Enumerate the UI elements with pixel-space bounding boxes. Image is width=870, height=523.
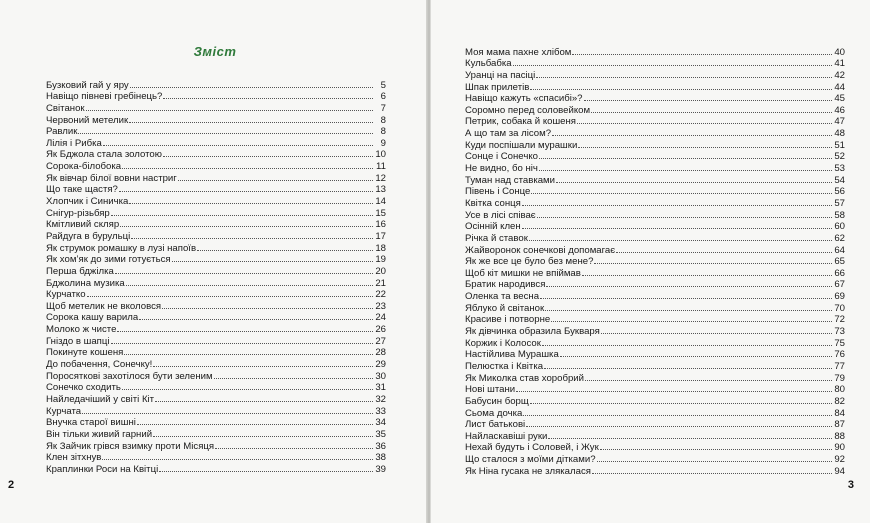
toc-entry-page: 35 — [375, 428, 386, 440]
toc-entry — [46, 289, 386, 301]
toc-entry — [46, 160, 386, 172]
dot-leader — [578, 147, 832, 148]
toc-entry — [465, 244, 845, 256]
dot-leader — [111, 215, 373, 216]
dot-leader — [197, 250, 373, 251]
toc-entry — [46, 405, 386, 417]
toc-entry-page: 27 — [375, 335, 386, 347]
toc-list-left — [46, 79, 386, 475]
toc-entry — [46, 102, 386, 114]
toc-entry — [465, 221, 845, 233]
toc-entry — [465, 395, 845, 407]
dot-leader — [129, 122, 373, 123]
toc-entry-page: 31 — [375, 382, 386, 394]
toc-title: Зміст — [193, 44, 237, 59]
toc-entry — [46, 417, 386, 429]
toc-entry — [46, 172, 386, 184]
toc-entry — [465, 337, 845, 349]
toc-entry-page: 20 — [375, 265, 386, 277]
toc-entry-title: Курчата — [46, 405, 82, 417]
toc-entry-page: 84 — [834, 407, 845, 419]
toc-entry-title: Червоний метелик — [46, 114, 129, 126]
toc-entry — [465, 349, 845, 361]
dot-leader — [513, 65, 832, 66]
dot-leader — [616, 252, 832, 253]
toc-entry — [46, 79, 386, 91]
toc-entry-title: Кмітливий скляр — [46, 219, 120, 231]
toc-entry-page: 34 — [375, 417, 386, 429]
dot-leader — [82, 413, 373, 414]
toc-entry-title: Кульбабка — [465, 58, 512, 70]
toc-entry-title: Осінній клен — [465, 221, 521, 233]
dot-leader — [137, 424, 373, 425]
toc-entry — [465, 46, 845, 58]
toc-entry-page: 17 — [375, 230, 386, 242]
toc-entry-title: Лілія і Рибка — [46, 137, 102, 149]
toc-entry-title: Нові штани — [465, 384, 516, 396]
toc-entry-page: 14 — [375, 196, 386, 208]
dot-leader — [584, 100, 832, 101]
toc-entry — [46, 230, 386, 242]
dot-leader — [120, 226, 373, 227]
toc-entry — [465, 279, 845, 291]
toc-entry-page: 92 — [834, 454, 845, 466]
toc-entry-title: Курчатко — [46, 289, 86, 301]
page-number-right: 3 — [847, 479, 854, 491]
toc-entry-page: 12 — [375, 172, 386, 184]
toc-entry — [46, 347, 386, 359]
toc-entry-title: Сонце і Сонечко — [465, 151, 538, 163]
dot-leader — [536, 77, 832, 78]
toc-entry — [465, 186, 845, 198]
dot-leader — [531, 193, 832, 194]
toc-entry — [465, 384, 845, 396]
toc-entry-page: 13 — [375, 184, 386, 196]
toc-entry-title: Молоко ж чисте — [46, 324, 117, 336]
toc-entry-title: Як струмок ромашку в лузі напоїв — [46, 242, 197, 254]
toc-entry — [465, 419, 845, 431]
toc-entry-page: 53 — [834, 163, 845, 175]
toc-entry-page: 11 — [376, 161, 386, 173]
toc-entry-title: Півень і Сонце — [465, 186, 531, 198]
toc-entry-title: Не видно, бо ніч — [465, 163, 538, 175]
left-page — [0, 0, 428, 523]
toc-entry — [465, 314, 845, 326]
dot-leader — [103, 145, 373, 146]
toc-entry-page: 33 — [375, 405, 386, 417]
toc-entry-title: Він тільки живий гарний — [46, 428, 153, 440]
dot-leader — [522, 205, 832, 206]
toc-entry-title: Гніздо в шапці — [46, 335, 110, 347]
toc-entry-title: Що сталося з моїми дітками? — [465, 454, 596, 466]
toc-entry-page: 60 — [834, 221, 845, 233]
toc-entry-page: 76 — [834, 349, 845, 361]
dot-leader — [585, 380, 832, 381]
toc-entry-page: 22 — [375, 289, 386, 301]
toc-entry-page: 72 — [834, 314, 845, 326]
toc-entry-title: Соромно перед соловейком — [465, 104, 591, 116]
dot-leader — [122, 389, 373, 390]
toc-entry-page: 66 — [834, 267, 845, 279]
toc-entry-title: Сонечко сходить — [46, 382, 121, 394]
dot-leader — [529, 240, 832, 241]
toc-entry — [465, 81, 845, 93]
dot-leader — [153, 436, 373, 437]
toc-entry-page: 29 — [375, 359, 386, 371]
toc-entry — [46, 207, 386, 219]
dot-leader — [523, 415, 832, 416]
right-page — [430, 0, 870, 523]
dot-leader — [597, 461, 832, 462]
toc-entry — [46, 242, 386, 254]
dot-leader — [111, 343, 374, 344]
toc-entry — [46, 463, 386, 475]
toc-entry — [46, 126, 386, 138]
toc-entry-page: 24 — [375, 312, 386, 324]
toc-entry-page: 18 — [375, 242, 386, 254]
toc-entry-page: 57 — [834, 197, 845, 209]
dot-leader — [130, 87, 373, 88]
toc-entry — [465, 407, 845, 419]
dot-leader — [530, 403, 832, 404]
toc-entry — [46, 300, 386, 312]
toc-entry-title: Навіщо півневі гребінець? — [46, 91, 163, 103]
toc-entry — [465, 69, 845, 81]
toc-entry-title: Поросяткові захотілося бути зеленим — [46, 370, 213, 382]
dot-leader — [526, 426, 832, 427]
toc-entry — [46, 312, 386, 324]
toc-entry-page: 30 — [375, 370, 386, 382]
toc-entry-page: 75 — [834, 337, 845, 349]
toc-entry — [46, 358, 386, 370]
toc-entry — [465, 139, 845, 151]
toc-entry — [46, 195, 386, 207]
dot-leader — [178, 180, 373, 181]
toc-entry-title: Як вівчар білої вовни настриг — [46, 172, 177, 184]
toc-entry — [465, 104, 845, 116]
dot-leader — [551, 321, 832, 322]
toc-entry — [465, 430, 845, 442]
toc-entry-title: Снігур-різьбяр — [46, 207, 110, 219]
page-number-left: 2 — [8, 479, 15, 491]
toc-entry-page: 67 — [834, 279, 845, 291]
toc-entry-page: 8 — [380, 114, 386, 126]
toc-entry-page: 23 — [375, 300, 386, 312]
toc-entry-title: Як же все це було без мене? — [465, 256, 594, 268]
toc-entry-title: Красиве і потворне — [465, 314, 551, 326]
dot-leader — [545, 310, 832, 311]
toc-entry — [46, 254, 386, 266]
toc-entry-page: 41 — [834, 58, 845, 70]
toc-entry — [465, 174, 845, 186]
toc-entry-title: Уранці на пасіці — [465, 69, 536, 81]
toc-entry-title: Як Миколка став хоробрий — [465, 372, 585, 384]
toc-entry-page: 39 — [375, 463, 386, 475]
toc-entry-title: Квітка сонця — [465, 197, 521, 209]
toc-entry-title: Річка й ставок — [465, 232, 528, 244]
dot-leader — [163, 98, 373, 99]
dot-leader — [131, 238, 373, 239]
toc-list-right — [465, 46, 845, 477]
toc-entry — [46, 184, 386, 196]
toc-entry — [465, 151, 845, 163]
toc-entry-page: 26 — [375, 324, 386, 336]
dot-leader — [546, 286, 832, 287]
toc-entry — [46, 382, 386, 394]
toc-entry-title: Перша бджілка — [46, 265, 114, 277]
dot-leader — [560, 356, 832, 357]
toc-entry-title: Петрик, собака й кошеня — [465, 116, 576, 128]
toc-entry — [465, 162, 845, 174]
toc-entry-page: 58 — [834, 209, 845, 221]
toc-entry — [465, 325, 845, 337]
toc-entry-title: Сорока кашу варила — [46, 312, 139, 324]
toc-entry — [465, 256, 845, 268]
toc-entry-title: Равлик — [46, 126, 78, 138]
toc-entry-page: 40 — [834, 46, 845, 58]
toc-entry-title: Найласкавіші руки — [465, 430, 548, 442]
toc-entry-title: Як дівчинка образила Букваря — [465, 326, 600, 338]
toc-entry-page: 62 — [834, 232, 845, 244]
toc-entry-title: Як хом’як до зими готується — [46, 254, 171, 266]
toc-entry-title: Коржик і Колосок — [465, 337, 541, 349]
toc-entry-page: 51 — [834, 139, 845, 151]
toc-entry-title: Клен зітхнув — [46, 452, 102, 464]
toc-entry-title: Щоб кіт мишки не впіймав — [465, 267, 581, 279]
toc-entry-page: 7 — [380, 102, 386, 114]
toc-entry-title: Нехай будуть і Соловей, і Жук — [465, 442, 599, 454]
toc-entry-page: 56 — [834, 186, 845, 198]
toc-entry — [46, 440, 386, 452]
toc-entry-page: 94 — [834, 465, 845, 477]
toc-entry — [465, 232, 845, 244]
toc-entry-title: Навіщо кажуть «спасибі»? — [465, 93, 583, 105]
toc-entry-title: Райдуга в бурульці — [46, 230, 131, 242]
toc-entry-title: Пелюстка і Квітка — [465, 360, 544, 372]
dot-leader — [552, 135, 832, 136]
dot-leader — [591, 112, 832, 113]
dot-leader — [556, 182, 832, 183]
toc-entry-page: 80 — [834, 384, 845, 396]
toc-entry-page: 65 — [834, 256, 845, 268]
dot-leader — [582, 275, 832, 276]
dot-leader — [548, 438, 832, 439]
toc-entry-page: 36 — [375, 440, 386, 452]
toc-entry — [465, 290, 845, 302]
dot-leader — [600, 449, 832, 450]
toc-entry-page: 69 — [834, 291, 845, 303]
toc-entry-title: А що там за лісом? — [465, 128, 552, 140]
dot-leader — [119, 191, 373, 192]
dot-leader — [78, 133, 373, 134]
toc-entry — [465, 116, 845, 128]
dot-leader — [522, 228, 832, 229]
dot-leader — [102, 459, 373, 460]
toc-entry — [465, 197, 845, 209]
toc-entry-page: 82 — [834, 395, 845, 407]
toc-entry-page: 47 — [834, 116, 845, 128]
toc-entry-page: 32 — [375, 393, 386, 405]
toc-entry-page: 21 — [375, 277, 386, 289]
dot-leader — [544, 368, 832, 369]
toc-entry — [465, 209, 845, 221]
toc-entry-page: 77 — [834, 360, 845, 372]
toc-entry — [46, 452, 386, 464]
toc-entry — [46, 137, 386, 149]
toc-entry-title: Як Бджола стала золотою — [46, 149, 162, 161]
dot-leader — [163, 156, 373, 157]
toc-entry-title: Куди поспішали мурашки — [465, 139, 578, 151]
dot-leader — [87, 296, 373, 297]
toc-entry-page: 70 — [834, 302, 845, 314]
toc-entry-title: Щоб метелик не вколовся — [46, 300, 162, 312]
toc-entry-title: Хлопчик і Синичка — [46, 196, 129, 208]
toc-entry-page: 64 — [834, 244, 845, 256]
toc-entry-page: 19 — [375, 254, 386, 266]
dot-leader — [153, 366, 373, 367]
toc-entry — [465, 465, 845, 477]
toc-entry-page: 73 — [834, 326, 845, 338]
toc-entry-page: 16 — [375, 219, 386, 231]
dot-leader — [129, 203, 373, 204]
toc-entry-title: Бабусин борщ — [465, 395, 529, 407]
dot-leader — [115, 273, 373, 274]
toc-entry-title: Бджолина музика — [46, 277, 125, 289]
toc-entry-page: 5 — [380, 79, 386, 91]
toc-entry-page: 79 — [834, 372, 845, 384]
toc-entry — [46, 393, 386, 405]
toc-entry-title: Краплинки Роси на Квітці — [46, 463, 159, 475]
toc-entry-page: 38 — [375, 452, 386, 464]
dot-leader — [139, 319, 373, 320]
dot-leader — [117, 331, 373, 332]
toc-entry — [465, 267, 845, 279]
toc-entry-title: Найледачіший у світі Кіт — [46, 393, 155, 405]
toc-entry-title: Туман над ставками — [465, 174, 556, 186]
toc-entry-title: Як Зайчик грівся взимку проти Місяця — [46, 440, 215, 452]
dot-leader — [126, 285, 373, 286]
toc-entry-title: Шпак прилетів — [465, 81, 530, 93]
toc-entry — [46, 277, 386, 289]
toc-entry-title: Покинуте кошеня — [46, 347, 124, 359]
dot-leader — [577, 123, 832, 124]
dot-leader — [159, 471, 373, 472]
toc-entry — [465, 442, 845, 454]
toc-entry — [465, 93, 845, 105]
toc-entry-title: Сорока-білобока — [46, 161, 122, 173]
dot-leader — [572, 54, 832, 55]
toc-entry-title: Що таке щастя? — [46, 184, 118, 196]
toc-entry — [465, 302, 845, 314]
toc-entry — [46, 335, 386, 347]
toc-entry-title: Оленка та весна — [465, 291, 540, 303]
toc-entry-title: До побачення, Сонечку! — [46, 359, 153, 371]
toc-entry-title: Братик народився — [465, 279, 546, 291]
dot-leader — [542, 345, 832, 346]
dot-leader — [214, 378, 373, 379]
toc-entry-page: 87 — [834, 419, 845, 431]
dot-leader — [215, 448, 373, 449]
toc-entry-page: 6 — [380, 91, 386, 103]
dot-leader — [516, 391, 832, 392]
toc-entry — [465, 127, 845, 139]
dot-leader — [537, 217, 832, 218]
toc-entry — [46, 265, 386, 277]
toc-entry-page: 88 — [834, 430, 845, 442]
toc-entry-title: Жайворонок сонечкові допомагає — [465, 244, 616, 256]
toc-entry-title: Моя мама пахне хлібом — [465, 46, 572, 58]
toc-entry — [465, 372, 845, 384]
dot-leader — [594, 263, 832, 264]
toc-entry-page: 10 — [375, 149, 386, 161]
toc-entry-page: 9 — [380, 137, 386, 149]
toc-entry-title: Усе в лісі співає — [465, 209, 536, 221]
toc-entry — [46, 428, 386, 440]
toc-entry — [46, 114, 386, 126]
dot-leader — [540, 298, 832, 299]
dot-leader — [592, 473, 832, 474]
toc-entry — [46, 323, 386, 335]
dot-leader — [539, 158, 832, 159]
toc-entry-page: 48 — [834, 128, 845, 140]
dot-leader — [530, 89, 832, 90]
toc-entry-title: Лист батькові — [465, 419, 526, 431]
toc-entry-title: Внучка старої вишні — [46, 417, 136, 429]
dot-leader — [124, 354, 373, 355]
toc-entry-page: 45 — [834, 93, 845, 105]
dot-leader — [86, 110, 373, 111]
dot-leader — [122, 168, 373, 169]
toc-entry-title: Яблуко й світанок — [465, 302, 545, 314]
dot-leader — [162, 308, 373, 309]
toc-entry-page: 28 — [375, 347, 386, 359]
toc-entry — [46, 91, 386, 103]
toc-entry-page: 90 — [834, 442, 845, 454]
dot-leader — [172, 261, 373, 262]
toc-entry-page: 52 — [834, 151, 845, 163]
toc-entry — [465, 360, 845, 372]
toc-entry — [46, 149, 386, 161]
toc-entry-page: 42 — [834, 69, 845, 81]
toc-entry — [46, 219, 386, 231]
toc-entry — [465, 453, 845, 465]
toc-entry-title: Світанок — [46, 102, 85, 114]
toc-entry-title: Сьома дочка — [465, 407, 523, 419]
dot-leader — [601, 333, 832, 334]
toc-entry-title: Бузковий гай у яру — [46, 79, 129, 91]
toc-entry-title: Настійлива Мурашка — [465, 349, 559, 361]
toc-entry-page: 54 — [834, 174, 845, 186]
dot-leader — [155, 401, 373, 402]
toc-entry-page: 44 — [834, 81, 845, 93]
toc-entry-page: 46 — [834, 104, 845, 116]
dot-leader — [539, 170, 832, 171]
toc-entry-page: 8 — [380, 126, 386, 138]
toc-entry-page: 15 — [375, 207, 386, 219]
toc-entry-title: Як Ніна гусака не злякалася — [465, 465, 591, 477]
toc-entry — [46, 370, 386, 382]
toc-entry — [465, 58, 845, 70]
